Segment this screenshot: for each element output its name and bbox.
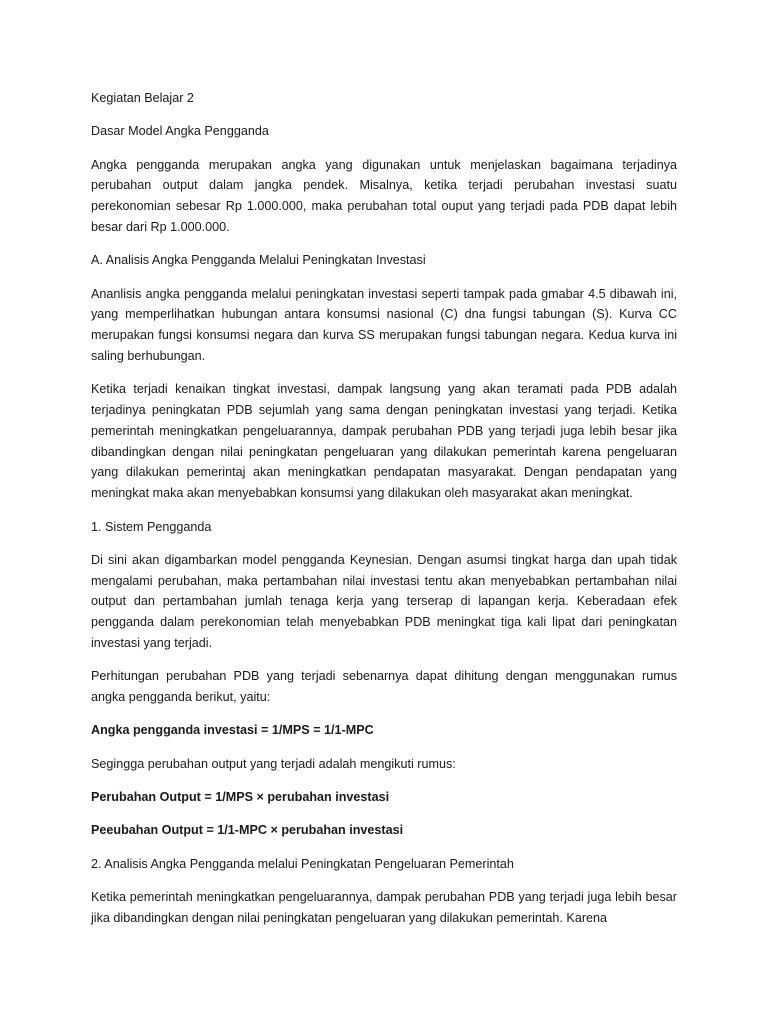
paragraph-1b: Perhitungan perubahan PDB yang terjadi sebenarnya dapat dihitung dengan menggunakan rumus angka pengganda berikut, yaitu: — [91, 669, 677, 705]
formula-3: Peeubahan Output = 1/1-MPC × perubahan investasi — [91, 823, 404, 838]
paragraph-1a: Di sini akan digambarkan model pengganda Keynesian. Dengan asumsi tingkat harga dan upah tidak mengalami perubahan, maka pertambahan nilai investasi tentu akan menyebabkan pertambahan nilai output dan pertambahan jumlah tenaga kerja yang terserap di lapangan kerja. Keberadaan efek pengganda dalam perekonomian telah menyebabkan PDB meningkat tiga kali lipat dari peningkatan investasi yang terjadi. — [91, 552, 677, 651]
heading-1: 1. Sistem Pengganda — [91, 519, 212, 534]
kegiatan-title: Kegiatan Belajar 2 — [91, 91, 194, 105]
formula-2: Perubahan Output = 1/MPS × perubahan investasi — [91, 790, 390, 805]
paragraph-a1: Ananlisis angka pengganda melalui peningkatan investasi seperti tampak pada gmabar 4.5 dibawah ini, yang memperlihatkan hubungan antara konsumsi nasional (C) dna fungsi tabungan (S). Kurva CC merupakan fungsi konsumsi negara dan kurva SS merupakan fungsi tabungan negara. Kedua kurva ini saling berhubungan. — [91, 286, 677, 363]
heading-a: A. Analisis Angka Pengganda Melalui Peningkatan Investasi — [91, 253, 426, 268]
paragraph-1c: Segingga perubahan output yang terjadi adalah mengikuti rumus: — [91, 756, 456, 771]
paragraph-2a: Ketika pemerintah meningkatkan pengeluarannya, dampak perubahan PDB yang terjadi juga lebih besar jika dibandingkan dengan nilai peningkatan pengeluaran yang dilakukan pemerintah. Karena — [91, 889, 677, 925]
paragraph-a2: Ketika terjadi kenaikan tingkat investasi, dampak langsung yang akan teramati pada PDB adalah terjadinya peningkatan PDB sejumlah yang sama dengan peningkatan investasi yang terjadi. Ketika pemerintah meningkatkan pengeluarannya, dampak perubahan PDB yang terjadi juga lebih besar jika dibandingkan dengan nilai peningkatan pengeluaran yang dilakukan pemerintah karena pengeluaran yang dilakukan pemerintaj akan meningkatkan pendapatan masyarakat. Dengan pendapatan yang meningkat maka akan menyebabkan konsumsi yang dilakukan oleh masyarakat akan meningkat. — [91, 382, 677, 501]
heading-2: 2. Analisis Angka Pengganda melalui Peningkatan Pengeluaran Pemerintah — [91, 856, 514, 871]
intro-paragraph: Angka pengganda merupakan angka yang digunakan untuk menjelaskan bagaimana terjadinya perubahan output dalam jangka pendek. Misalnya, ketika terjadi perubahan investasi suatu perekonomian sebesar Rp 1.000.000, maka perubahan total ouput yang terjadi pada PDB dapat lebih besar dari Rp 1.000.000. — [91, 157, 677, 234]
formula-1: Angka pengganda investasi = 1/MPS = 1/1-MPC — [91, 723, 374, 738]
section-title: Dasar Model Angka Pengganda — [91, 124, 269, 139]
document-page — [91, 88, 677, 941]
